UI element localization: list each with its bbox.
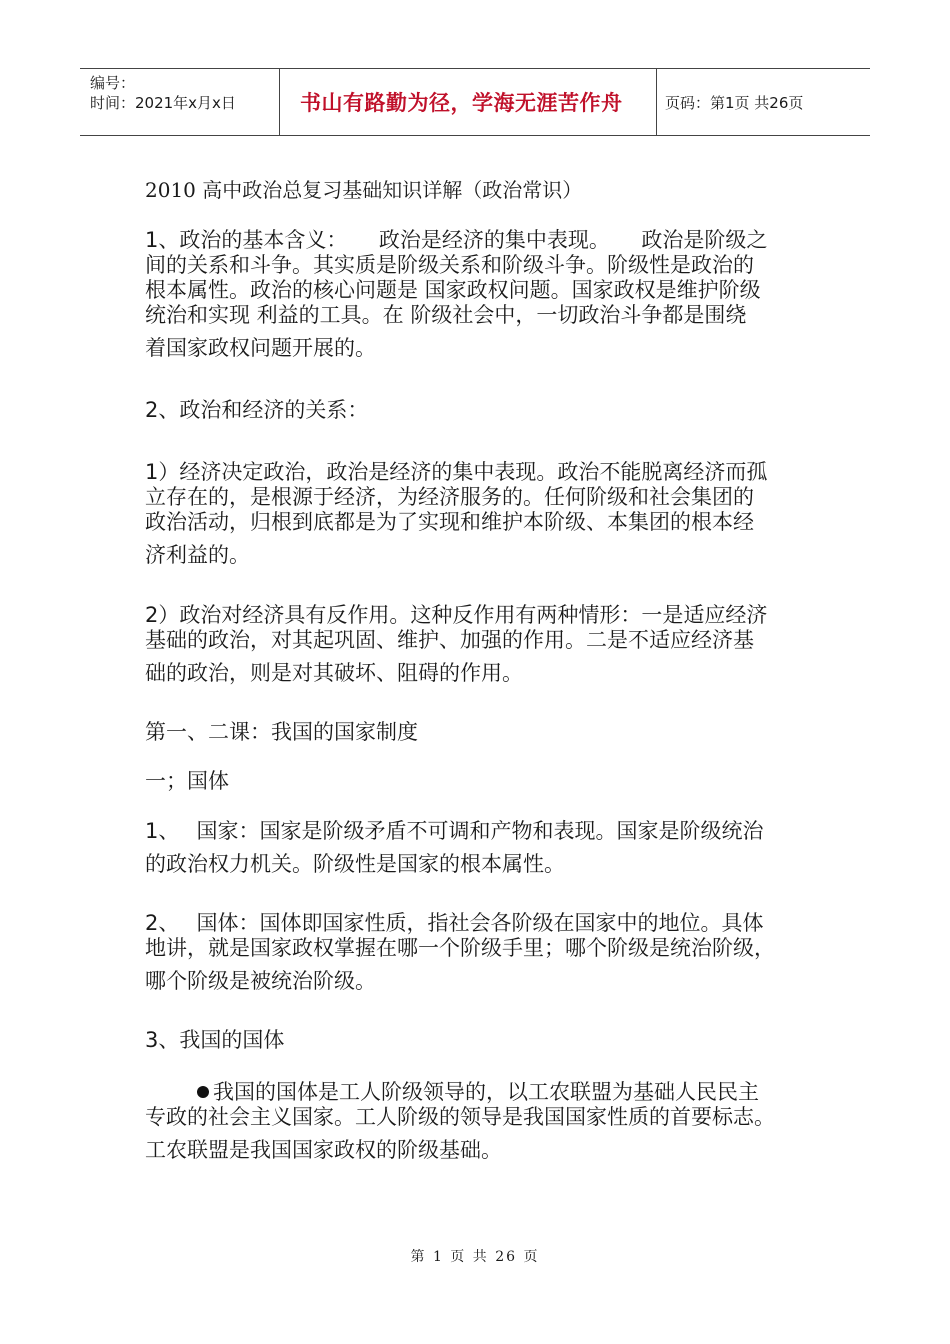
header-motto: 书山有路勤为径，学海无涯苦作舟 <box>280 69 657 135</box>
text-line: 工农联盟是我国国家政权的阶级基础。 <box>145 1138 502 1162</box>
section-heading-our-guoti: 3、我国的国体 <box>145 1028 285 1052</box>
text-line: 2）政治对经济具有反作用。这种反作用有两种情形：一是适应经济 <box>145 603 768 627</box>
text-line: 我国的国体是工人阶级领导的，以工农联盟为基础人民民主 <box>213 1080 759 1104</box>
text-line: 着国家政权问题开展的。 <box>145 336 376 360</box>
text-line: 政治活动，归根到底都是为了实现和维护本阶级、本集团的根本经 <box>145 510 754 534</box>
text-line: 的政治权力机关。阶级性是国家的根本属性。 <box>145 852 565 876</box>
paragraph-state <box>145 819 825 877</box>
bullet-line <box>145 1080 825 1105</box>
text-line: 根本属性。政治的核心问题是 国家政权问题。国家政权是维护阶级 <box>145 278 761 302</box>
paragraph-politics-reacts <box>145 603 825 686</box>
paragraph-economy-decides <box>145 460 825 568</box>
paragraph-politics-economy: 2、政治和经济的关系： <box>145 398 369 422</box>
document-title: 2010 高中政治总复习基础知识详解（政治常识） <box>145 178 583 202</box>
text-line: 统治和实现 利益的工具。在 阶级社会中，一切政治斗争都是围绕 <box>145 303 747 327</box>
text-line: 地讲，就是国家政权掌握在哪一个阶级手里；哪个阶级是统治阶级， <box>145 936 775 960</box>
text-line: 济利益的。 <box>145 543 250 567</box>
page-header <box>80 68 870 136</box>
text-line: 础的政治，则是对其破坏、阻碍的作用。 <box>145 661 523 685</box>
paragraph-guoti <box>145 911 825 994</box>
paragraph-politics-definition <box>145 228 825 361</box>
header-meta <box>80 69 280 135</box>
time-label: 时间：2021年x月x日 <box>90 94 236 112</box>
text-line: 1）经济决定政治，政治是经济的集中表现。政治不能脱离经济而孤 <box>145 460 768 484</box>
header-page-info: 页码：第1页 共26页 <box>665 93 804 112</box>
lesson-heading: 第一、二课：我国的国家制度 <box>145 720 418 744</box>
text-line: 专政的社会主义国家。工人阶级的领导是我国国家性质的首要标志。 <box>145 1105 775 1129</box>
page-footer: 第 1 页 共 26 页 <box>410 1249 540 1265</box>
number-label: 编号： <box>90 74 136 92</box>
text-line: 2、 国体：国体即国家性质，指社会各阶级在国家中的地位。具体 <box>145 911 764 935</box>
bullet-icon <box>197 1086 209 1098</box>
text-line: 立存在的，是根源于经济，为经济服务的。任何阶级和社会集团的 <box>145 485 754 509</box>
text-line: 1、政治的基本含义： 政治是经济的集中表现。 政治是阶级之 <box>145 228 768 252</box>
text-line: 1、 国家：国家是阶级矛盾不可调和产物和表现。国家是阶级统治 <box>145 819 764 843</box>
document-body <box>145 178 825 1163</box>
text-line: 基础的政治，对其起巩固、维护、加强的作用。二是不适应经济基 <box>145 628 754 652</box>
section-heading-guoti: 一；国体 <box>145 769 229 793</box>
text-line: 间的关系和斗争。其实质是阶级关系和阶级斗争。阶级性是政治的 <box>145 253 754 277</box>
paragraph-our-guoti <box>145 1080 825 1163</box>
text-line: 哪个阶级是被统治阶级。 <box>145 969 376 993</box>
